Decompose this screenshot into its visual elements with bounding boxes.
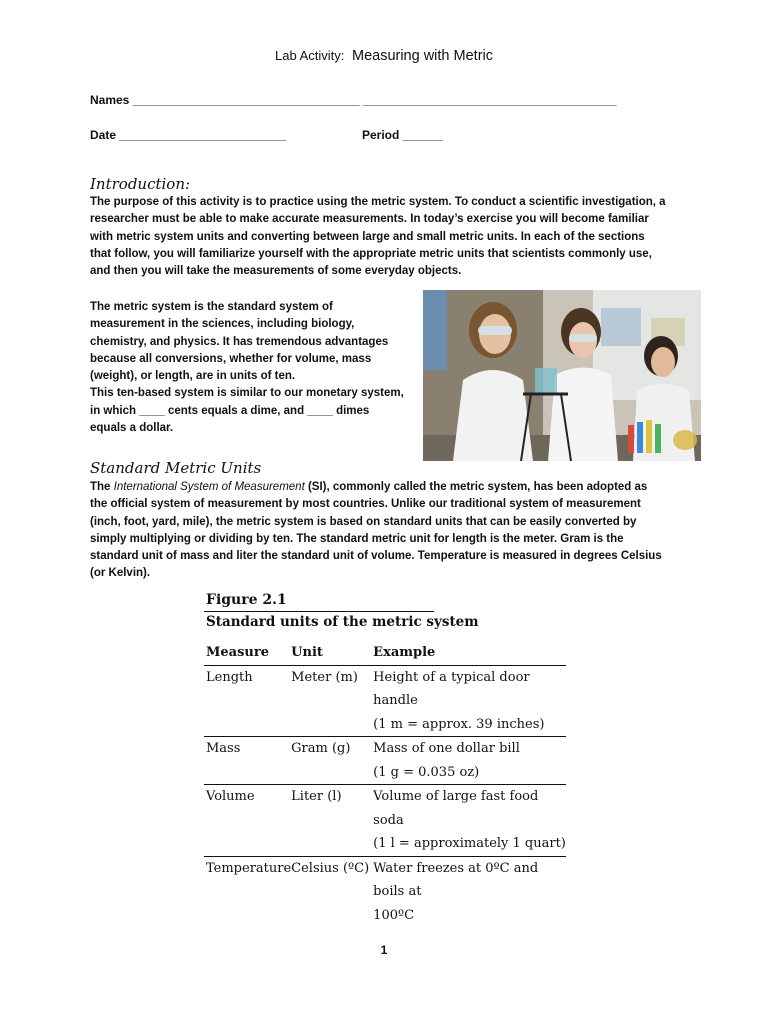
cell-example bbox=[373, 785, 566, 857]
table-row bbox=[204, 856, 566, 927]
figure-rule bbox=[204, 611, 434, 612]
metric-line: in which ____ cents equals a dime, and ____ dimes bbox=[90, 404, 370, 417]
standard-line: the official system of measurement by most countries. Unlike our traditional system of measurement bbox=[90, 498, 641, 511]
lab-students-photo bbox=[423, 290, 701, 461]
table-row bbox=[204, 785, 566, 857]
page-number: 1 bbox=[380, 943, 388, 957]
metric-line: measurement in the sciences, including biology, bbox=[90, 318, 355, 331]
cell-unit: Meter (m) bbox=[291, 669, 358, 685]
intro-line: with metric system units and converting between large and small metric units. In each of the sections bbox=[90, 230, 645, 243]
intro-line: The purpose of this activity is to practice using the metric system. To conduct a scientific investigation, a bbox=[90, 196, 666, 208]
introduction-paragraph bbox=[90, 194, 690, 280]
cell-example bbox=[373, 665, 566, 737]
metric-line: The metric system is the standard system of bbox=[90, 301, 333, 313]
table-row bbox=[204, 737, 566, 785]
header-measure: Measure bbox=[206, 645, 269, 660]
figure-caption: Standard units of the metric system bbox=[206, 614, 479, 630]
cell-example bbox=[373, 737, 566, 785]
names-line: Names __________________________________ ______________________________________ bbox=[90, 93, 617, 107]
cell-unit: Celsius (ºC) bbox=[291, 860, 370, 876]
cell-measure: Length bbox=[206, 669, 253, 685]
date-line: Date _________________________ bbox=[90, 128, 287, 142]
header-example: Example bbox=[373, 645, 436, 660]
document-title bbox=[0, 48, 768, 64]
example-line-1: Volume of large fast food soda bbox=[373, 789, 539, 828]
metric-line: This ten-based system is similar to our monetary system, bbox=[90, 387, 404, 400]
table-row bbox=[204, 665, 566, 737]
table-header-row bbox=[204, 641, 566, 665]
metric-units-table bbox=[204, 641, 566, 927]
example-line-1: Height of a typical door handle bbox=[373, 669, 530, 708]
standard-line: simply multiplying or dividing by ten. The standard metric unit for length is the meter. Gram is the bbox=[90, 532, 624, 545]
intro-line: that follow, you will familiarize yourself with the appropriate metric units that scientists commonly use, bbox=[90, 247, 652, 260]
example-line-2: (1 m = approx. 39 inches) bbox=[373, 716, 545, 732]
metric-line: (weight), or length, are in units of ten. bbox=[90, 370, 296, 383]
header-unit: Unit bbox=[291, 645, 323, 660]
title-main: Measuring with Metric bbox=[351, 48, 493, 64]
example-line-1: Mass of one dollar bill bbox=[373, 741, 520, 756]
example-line-2: (1 g = 0.035 oz) bbox=[373, 764, 480, 780]
standard-metric-units-heading: Standard Metric Units bbox=[90, 459, 262, 477]
period-line: Period ______ bbox=[362, 128, 443, 142]
title-prefix: Lab Activity: bbox=[274, 48, 345, 63]
metric-line: chemistry, and physics. It has tremendous advantages bbox=[90, 335, 389, 348]
standard-line-1-post: (SI), commonly called the metric system, has been adopted as bbox=[304, 481, 648, 493]
cell-measure: Temperature bbox=[206, 860, 292, 876]
standard-line: (inch, foot, yard, mile), the metric system is based on standard units that can be easily converted by bbox=[90, 515, 637, 528]
example-line-1: Water freezes at 0ºC and boils at bbox=[373, 860, 539, 899]
example-line-2: (1 l = approximately 1 quart) bbox=[373, 836, 566, 851]
standard-line: (or Kelvin). bbox=[90, 567, 151, 580]
standard-units-paragraph bbox=[90, 479, 690, 583]
intro-line: and then you will take the measurements of some everyday objects. bbox=[90, 265, 462, 278]
metric-line: because all conversions, whether for volume, mass bbox=[90, 352, 372, 365]
intro-line: researcher must be able to make accurate measurements. In today’s exercise you will become familiar bbox=[90, 213, 649, 226]
example-line-2: 100ºC bbox=[373, 907, 415, 923]
introduction-heading: Introduction: bbox=[90, 175, 191, 193]
si-term: International System of Measurement bbox=[113, 481, 305, 493]
standard-line-1-pre: The bbox=[90, 481, 114, 493]
metric-system-paragraph bbox=[90, 299, 420, 437]
cell-unit: Gram (g) bbox=[291, 741, 351, 756]
cell-unit: Liter (l) bbox=[291, 789, 342, 804]
metric-line: equals a dollar. bbox=[90, 422, 174, 435]
standard-line: standard unit of mass and liter the standard unit of volume. Temperature is measured in degrees Celsius bbox=[90, 550, 662, 563]
figure-label: Figure 2.1 bbox=[206, 592, 287, 608]
cell-measure: Volume bbox=[206, 789, 255, 804]
cell-example bbox=[373, 856, 566, 927]
cell-measure: Mass bbox=[206, 741, 241, 756]
standard-line-1 bbox=[90, 479, 690, 496]
